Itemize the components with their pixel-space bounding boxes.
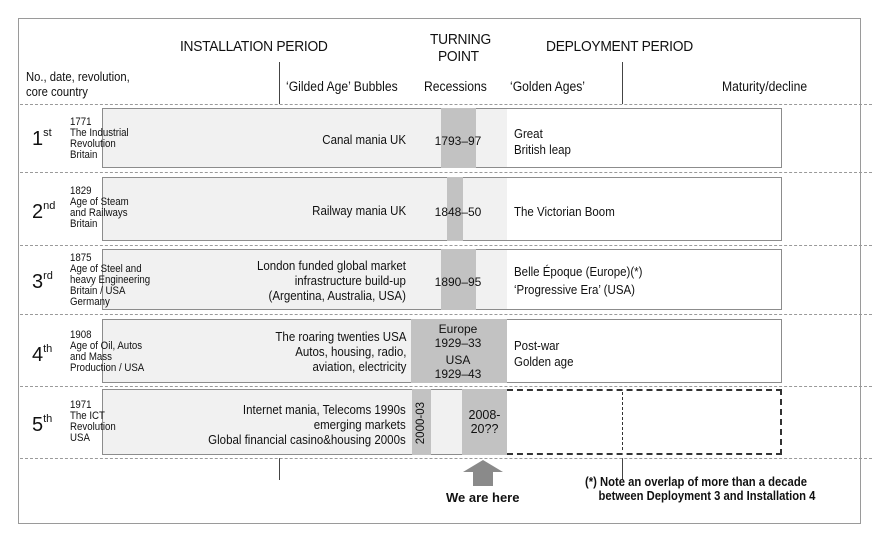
future-deployment-area: [507, 389, 782, 455]
note-mark: (*): [585, 475, 597, 489]
golden-age-text: Great British leap: [514, 127, 571, 157]
revolution-ordinal: 4th: [32, 343, 53, 366]
bubble-text: Canal mania UK: [322, 133, 406, 147]
separator-line: [279, 62, 280, 104]
row-divider: [20, 314, 872, 315]
revolution-ordinal: 5th: [32, 413, 53, 436]
row-divider: [20, 172, 872, 173]
up-arrow-icon: [463, 460, 503, 486]
recession-years-vertical: 2000-03: [415, 402, 427, 445]
recessions-column-heading: Recessions: [424, 79, 487, 94]
row-band-gap: [431, 389, 462, 455]
recession-years: 2008- 20??: [468, 408, 501, 436]
bubble-text: Railway mania UK: [312, 204, 406, 218]
recession-usa: USA 1929–43: [434, 353, 482, 381]
bubble-text: London funded global market infrastructure build-up (Argentina, Australia, USA): [257, 259, 406, 303]
revolution-info: 1829 Age of Steam and Railways Britain: [70, 185, 129, 230]
golden-ages-column-heading: ‘Golden Ages’: [510, 79, 585, 94]
row-divider: [20, 386, 872, 387]
golden-age-text: The Victorian Boom: [514, 205, 615, 219]
row-divider: [20, 458, 872, 459]
deployment-period-heading: DEPLOYMENT PERIOD: [546, 38, 693, 55]
separator-line: [622, 62, 623, 104]
golden-age-text: Post-war Golden age: [514, 339, 574, 369]
bubble-text: Internet mania, Telecoms 1990s emerging markets Global financial casino&housing 2000s: [208, 403, 406, 447]
row-divider: [20, 245, 872, 246]
we-are-here-label: We are here: [446, 490, 520, 505]
recession-years: 1890–95: [434, 275, 482, 289]
turning-point-heading-line2: POINT: [438, 48, 479, 65]
installation-period-heading: INSTALLATION PERIOD: [180, 38, 328, 55]
maturity-column-heading: Maturity/decline: [722, 79, 808, 94]
future-separator: [622, 392, 623, 450]
row-header-line1: No., date, revolution,: [26, 70, 130, 84]
golden-age-text: Belle Époque (Europe)(*) ‘Progressive Era’ (USA): [514, 265, 643, 297]
revolution-info: 1771 The Industrial Revolution Britain: [70, 116, 129, 161]
recession-years: 1793–97: [434, 134, 482, 148]
row-header-line2: core country: [26, 85, 88, 99]
recession-europe: Europe 1929–33: [434, 322, 482, 350]
bubbles-column-heading: ‘Gilded Age’ Bubbles: [286, 79, 398, 94]
revolution-ordinal: 1st: [32, 127, 52, 150]
separator-line: [279, 458, 280, 480]
recession-years: 1848–50: [434, 205, 482, 219]
bubble-text: The roaring twenties USA Autos, housing, radio, aviation, electricity: [274, 330, 406, 374]
revolution-info: 1971 The ICT Revolution USA: [70, 399, 116, 444]
overlap-note: (*) Note an overlap of more than a decade between Deployment 3 and Installation 4: [585, 475, 816, 503]
revolution-info: 1875 Age of Steel and heavy Engineering Britain / USA Germany: [70, 252, 151, 308]
revolution-ordinal: 2nd: [32, 200, 56, 223]
revolution-ordinal: 3rd: [32, 270, 53, 293]
turning-point-heading-line1: TURNING: [430, 31, 491, 48]
revolution-info: 1908 Age of Oil, Autos and Mass Production / USA: [70, 329, 145, 374]
row-divider: [20, 104, 872, 105]
